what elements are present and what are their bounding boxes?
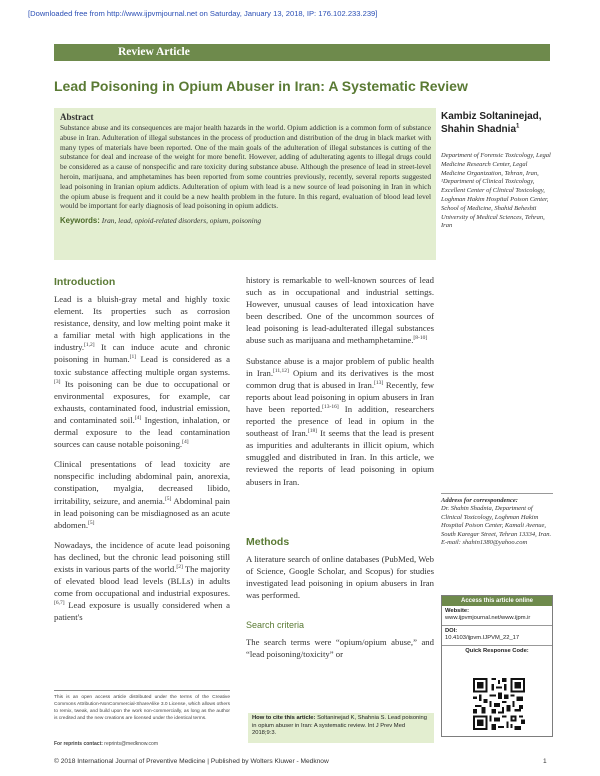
- abstract-text: Substance abuse and its consequences are major health hazards in the world. Opium addiction is a common form of substance abuse in Iran. Adulteration of illegal substances in the process of production and distribution of the drug in black market with many types of materials have been reported. One of the main goals of the adulteration of illegal substances is cutting of the substance for deal and increase of the weight for more benefit. However, adding of adulterating agents to illegal drugs could be considered as a cause of nonspecific and rare toxicity during substance abuse. Although the presence of lead in street-level heroin, marijuana, and amphetamines has been reported from some countries previously, recently, several reports suggested lead poisoning in Iranian opium addicts. Adulteration of opium with lead is a new source of lead poisoning in Iran in which the opium abuse is frequent and it could be a new health problem in the future. In this regard, evaluation of blood lead level would be important for early diagnosis of lead poisoning in opium addicts.: [60, 123, 431, 211]
- intro-heading: Introduction: [54, 276, 116, 288]
- keywords-label: Keywords:: [60, 216, 100, 226]
- citation-ref[interactable]: [4]: [182, 439, 189, 446]
- page-number: 1: [543, 758, 547, 765]
- article-type-label: Review Article: [118, 46, 190, 58]
- access-online-box: [441, 595, 553, 737]
- citation-ref[interactable]: [1]: [129, 354, 137, 361]
- citation-ref[interactable]: [6,7]: [54, 600, 65, 607]
- methods-heading: Methods: [246, 536, 290, 548]
- qr-code-icon[interactable]: [473, 678, 525, 730]
- keywords: [60, 216, 431, 225]
- intro-column: [54, 293, 230, 631]
- citation-ref[interactable]: [8-10]: [413, 335, 428, 342]
- citation-ref[interactable]: [3]: [54, 378, 61, 385]
- body-paragraph-1: history is remarkable to well-known sources of lead such as in occupational and industrial settings. However, unusual causes of lead intoxication have been described. One of the uncommon sources of lead poisoning is lead-adulterated illegal substances abuse such as marijuana and methamphetamine.[8-10]: [246, 275, 434, 346]
- journal-footer: © 2018 International Journal of Preventive Medicine | Published by Wolters Kluwer - Medknow: [54, 758, 329, 765]
- article-title: Lead Poisoning in Opium Abuser in Iran: A Systematic Review: [54, 78, 468, 94]
- citation-ref[interactable]: [1,2]: [84, 342, 95, 349]
- how-to-cite-box: [248, 713, 434, 743]
- body-column-2: [246, 274, 434, 496]
- correspondence-label: Address for correspondence:: [441, 497, 518, 504]
- abstract-heading: Abstract: [60, 112, 94, 122]
- citation-ref[interactable]: [18]: [307, 428, 318, 435]
- author-affiliation: Department of Forensic Toxicology, Legal Medicine Research Center, Legal Medicine Organization, Tehran, Iran, ¹Department of Clinical Toxicology, Excellent Center of Clinical Toxicology, Loghman Hakim Hospital Poison Center, School of Medicine, Shahid Beheshti University of Medical Sciences, Tehran, Iran: [441, 152, 551, 230]
- citation-ref[interactable]: [5]: [164, 495, 172, 502]
- reprints-label: For reprints contact:: [54, 741, 103, 747]
- reprints-note: [54, 741, 158, 747]
- website-label: Website:: [445, 608, 470, 614]
- author-1: Kambiz Soltaninejad,: [441, 111, 542, 122]
- doi-label: DOI:: [445, 627, 458, 634]
- cite-label: How to cite this article:: [252, 715, 316, 721]
- methods-paragraph: A literature search of online databases (PubMed, Web of Science, Google Scholar, and Scopus) for studies investigated lead poisoning in opium abusers in Iran was performed.: [246, 554, 434, 601]
- citation-ref[interactable]: [13]: [374, 379, 384, 386]
- abstract-box: [54, 108, 436, 260]
- citation-ref[interactable]: [4]: [134, 415, 142, 422]
- download-banner: [Downloaded free from http://www.ijpvmjournal.net on Saturday, January 13, 2018, IP: 176.102.233.239]: [28, 9, 378, 18]
- citation-ref[interactable]: [13-16]: [322, 404, 339, 411]
- author-list: [441, 110, 553, 136]
- qr-label: Quick Response Code:: [465, 647, 529, 654]
- access-heading: Access this article online: [442, 596, 552, 606]
- website-link[interactable]: www.ijpvmjournal.net/www.ijpm.ir: [445, 615, 531, 622]
- search-criteria-heading: Search criteria: [246, 620, 305, 630]
- license-note: This is an open access article distributed under the terms of the Creative Commons Attribution-NonCommercial-ShareAlike 3.0 License, which allows others to remix, tweak, and build upon the work non-commercially, as long as the author is credited and the new creations are licensed under the identical terms.: [54, 690, 230, 722]
- intro-paragraph-3: Nowadays, the incidence of acute lead poisoning has declined, but the chronic lead poisoning still exists in various parts of the world.[2] The majority of elevated blood lead levels (BLLs) in adults come from occupational and industrial exposures.[6,7] Lead exposure is usually considered when a patient's: [54, 539, 230, 623]
- correspondence-block: [441, 493, 553, 547]
- doi-link[interactable]: 10.4103/ijpvm.IJPVM_22_17: [445, 635, 520, 642]
- author-2-affil-mark: 1: [516, 123, 520, 130]
- author-2: Shahin Shadnia$^1$: [441, 123, 520, 135]
- reprints-email[interactable]: reprints@medknow.com: [104, 741, 159, 747]
- intro-paragraph-1: Lead is a bluish-gray metal and highly toxic element. Its properties such as corrosion resistance, density, and low melting point make it a familiar metal with high applications in the industry.[1,2] It can induce acute and chronic poisoning in human.[1] Lead is considered as a toxic substance affecting multiple organ systems.[3] Its poisoning can be due to occupational or environmental exposures, for example, car exhausts, contaminated food, industrial emission, and contaminated soil.[4] Ingestion, inhalation, or dermal exposure to the lead contamination sources can cause notable poisoning.[4]: [54, 294, 230, 450]
- citation-ref[interactable]: [11,12]: [273, 367, 289, 374]
- correspondence-text: Dr. Shahin Shadnia, Department of Clinical Toxicology, Loghman Hakim Hospital Poison Center, Kamali Avenue, South Karegar Street, Tehran 13334, Iran. E-mail: shahin1380@yahoo.com: [441, 505, 552, 547]
- citation-ref[interactable]: [2]: [176, 564, 183, 571]
- website-row: [442, 606, 552, 626]
- article-type-bar: [54, 44, 550, 61]
- search-criteria-paragraph: The search terms were “opium/opium abuse,” and “lead poisoning/toxicity” or: [246, 637, 434, 660]
- cite-text: Soltaninejad K, Shahnia S. Lead poisoning in opium abuser in Iran: A systematic review. Int J Prev Med 2018;9:3.: [252, 715, 427, 737]
- citation-ref[interactable]: [5]: [88, 519, 95, 526]
- body-paragraph-2: Substance abuse is a major problem of public health in Iran.[11,12] Opium and its derivatives is the most common drug that is abused in Iran.[13] Recently, few reports about lead poisoning in opium abusers in Iran have been reported.[13-16] In addition, researchers reported the presence of lead in opium in the southeast of Iran.[18] It seems that the lead is present as impurities and adulterants in illicit opium, which smuggled and distributed in Iran. In this article, we reviewed the reports of lead poisoning in opium abusers in Iran.: [246, 355, 434, 487]
- keywords-list: Iran, lead, opioid-related disorders, opium, poisoning: [101, 216, 262, 226]
- intro-paragraph-2: Clinical presentations of lead toxicity are nonspecific including abdominal pain, anorexia, constipation, myalgia, decreased libido, irritability, seizure, and anemia.[5] Abdominal pain in lead poisoning can be misdiagnosed as an acute abdomen.[5]: [54, 459, 230, 530]
- doi-row: [442, 626, 552, 646]
